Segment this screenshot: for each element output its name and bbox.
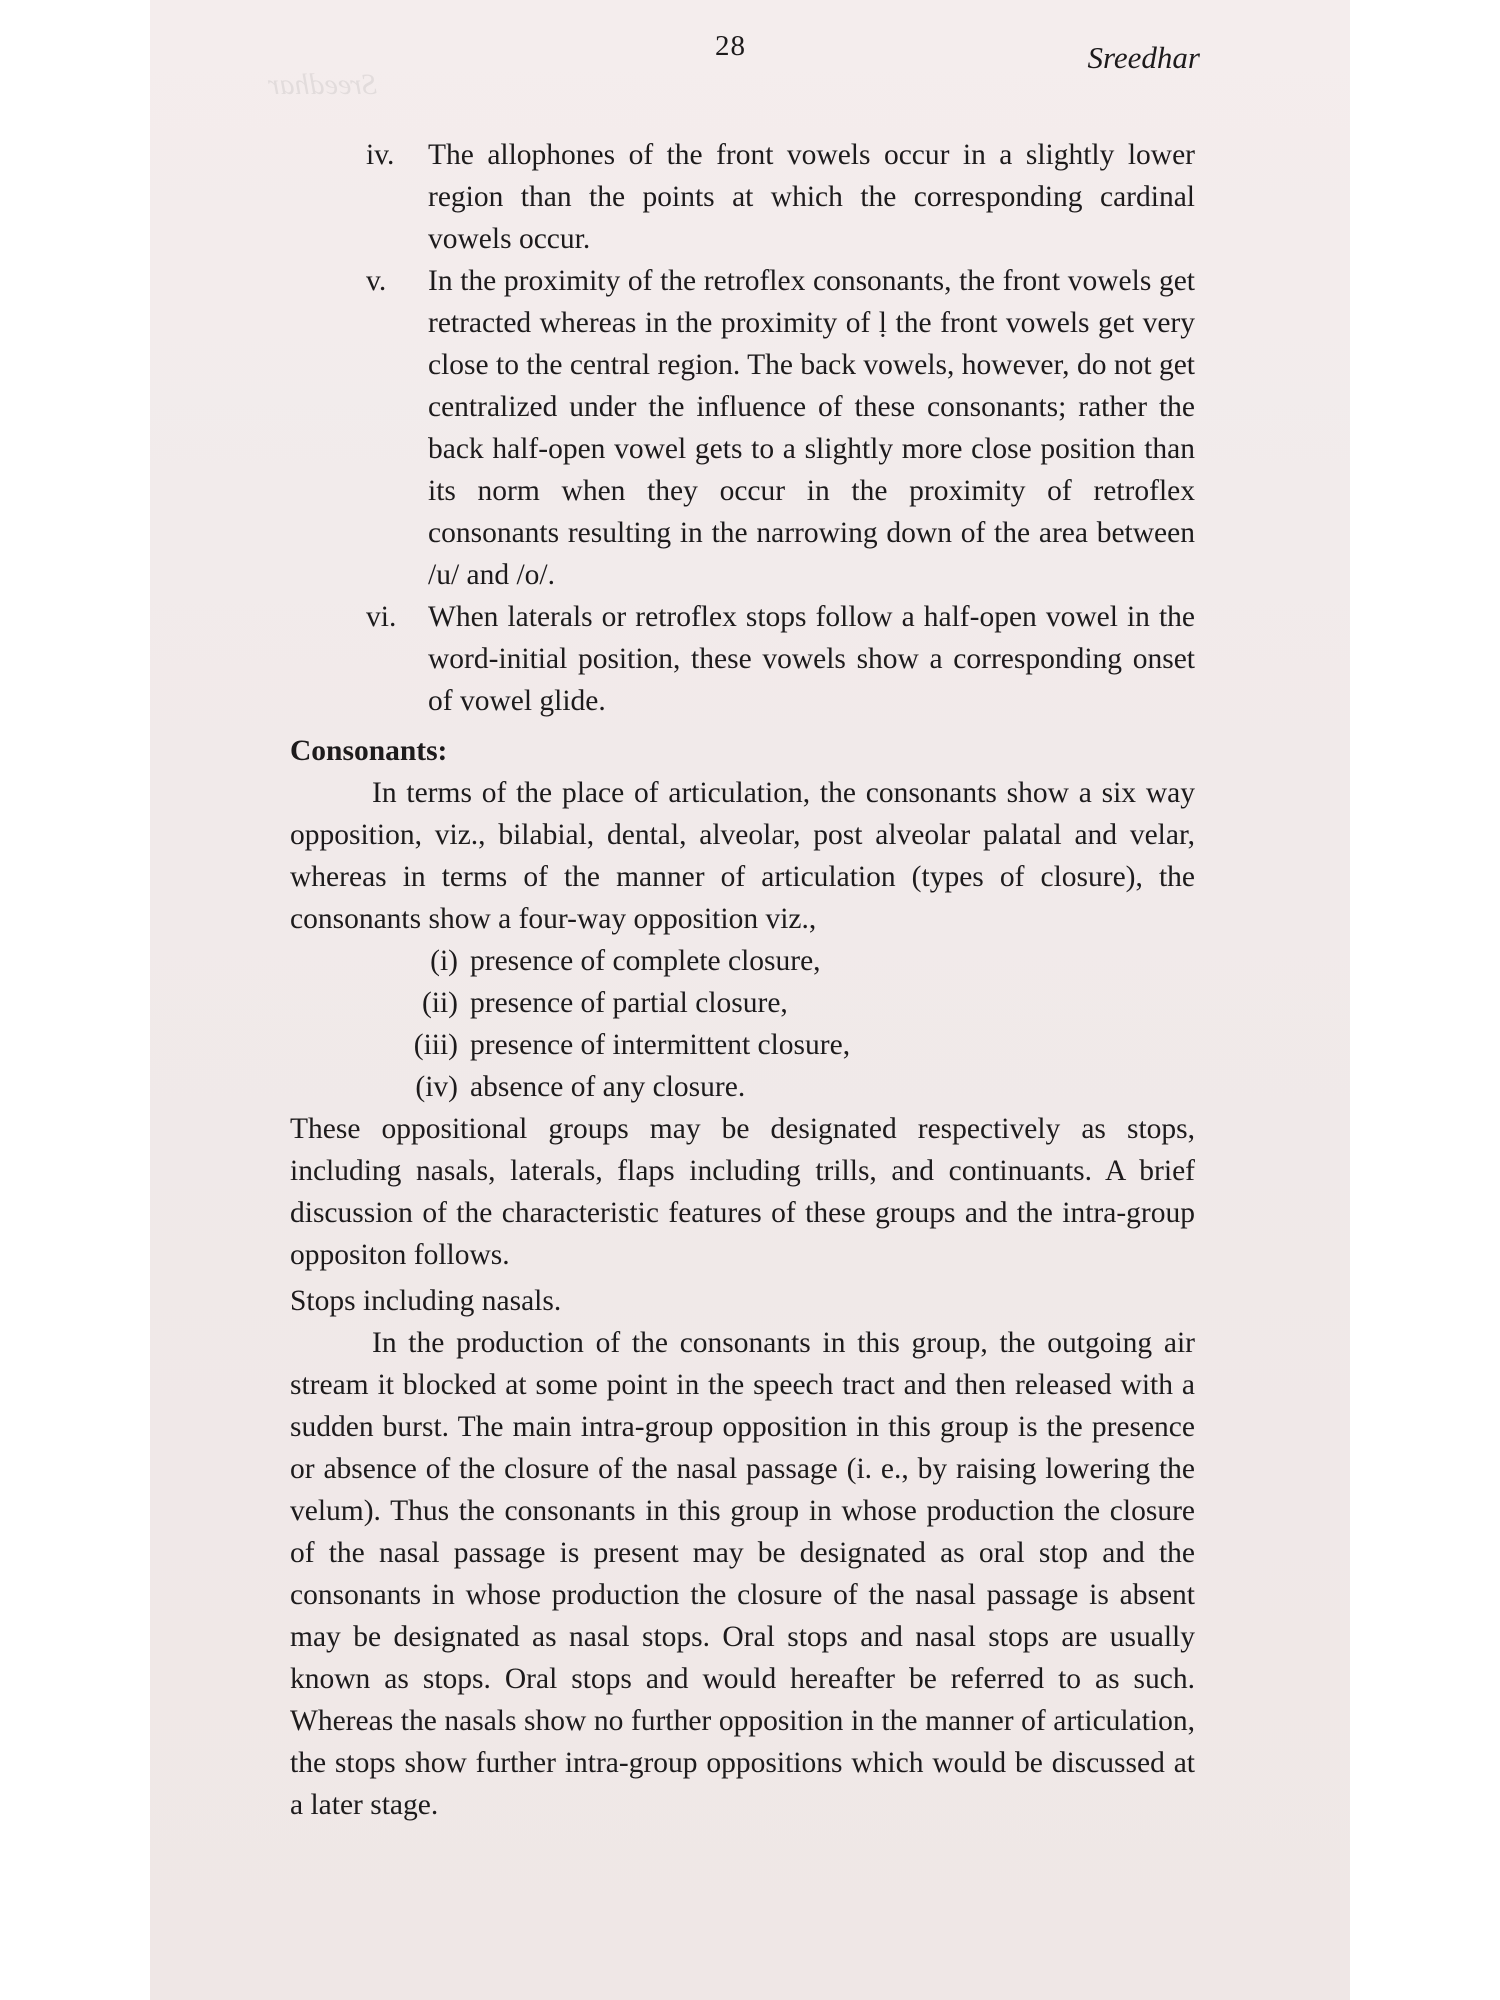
list-item-text: presence of partial closure, [470, 987, 788, 1019]
list-item-text: presence of intermittent closure, [470, 1029, 851, 1061]
point-number: v. [366, 265, 387, 297]
stops-heading: Stops including nasals. [290, 1285, 562, 1317]
list-item-number: (iii) [413, 1029, 458, 1061]
numbered-point-v [290, 260, 1195, 596]
consonants-heading: Consonants: [290, 735, 448, 767]
list-item-text: absence of any closure. [470, 1071, 746, 1103]
groups-summary: These oppositional groups may be designated respectively as stops, including nasals, laterals, flaps including trills, and continuants. A brief discussion of the characteristic features of these groups and the intra-group oppositon follows. [290, 1113, 1195, 1271]
list-item-number: (ii) [421, 987, 458, 1019]
point-number: vi. [366, 601, 397, 633]
page-number: 28 [715, 30, 746, 62]
running-head: Sreedhar [1087, 40, 1200, 75]
show-through-text: Sreedhar [268, 68, 377, 101]
page-body [290, 134, 1195, 1826]
list-item [290, 1066, 1195, 1108]
point-text: The allophones of the front vowels occur in a slightly lower region than the points at which the corresponding cardinal vowels occur. [428, 139, 1195, 255]
point-text: When laterals or retroflex stops follow a half-open vowel in the word-initial position, these vowels show a corresponding onset of vowel glide. [428, 601, 1195, 717]
point-number: iv. [366, 139, 395, 171]
point-text: In the proximity of the retroflex consonants, the front vowels get retracted whereas in the proximity of ḷ the front vowels get very close to the central region. The back vowels, however, do not get centralized under the influence of these consonants; rather the back half-open vowel gets to a slightly more close position than its norm when they occur in the proximity of retroflex consonants resulting in the narrowing down of the area between /u/ and /o/. [428, 265, 1195, 591]
book-page [150, 0, 1350, 2000]
numbered-point-iv [290, 134, 1195, 260]
closure-list [290, 940, 1195, 1108]
list-item-number: (iv) [415, 1071, 458, 1103]
stops-paragraph: In the production of the consonants in this group, the outgoing air stream it blocked at some point in the speech tract and then released with a sudden burst. The main intra-group opposition in this group is the presence or absence of the closure of the nasal passage (i. e., by raising lowering the velum). Thus the consonants in this group in whose production the closure of the nasal passage is present may be designated as oral stop and the consonants in whose production the closure of the nasal passage is absent may be designated as nasal stops. Oral stops and nasal stops are usually known as stops. Oral stops and would hereafter be referred to as such. Whereas the nasals show no further opposition in the manner of articulation, the stops show further intra-group oppositions which would be discussed at a later stage. [290, 1327, 1195, 1821]
list-item [290, 982, 1195, 1024]
list-item-number: (i) [430, 945, 458, 977]
consonants-intro: In terms of the place of articulation, the consonants show a six way opposition, viz., bilabial, dental, alveolar, post alveolar palatal and velar, whereas in terms of the manner of articulation (types of closure), the consonants show a four-way opposition viz., [290, 777, 1195, 935]
list-item-text: presence of complete closure, [470, 945, 821, 977]
list-item [290, 1024, 1195, 1066]
numbered-point-vi [290, 596, 1195, 722]
list-item [290, 940, 1195, 982]
